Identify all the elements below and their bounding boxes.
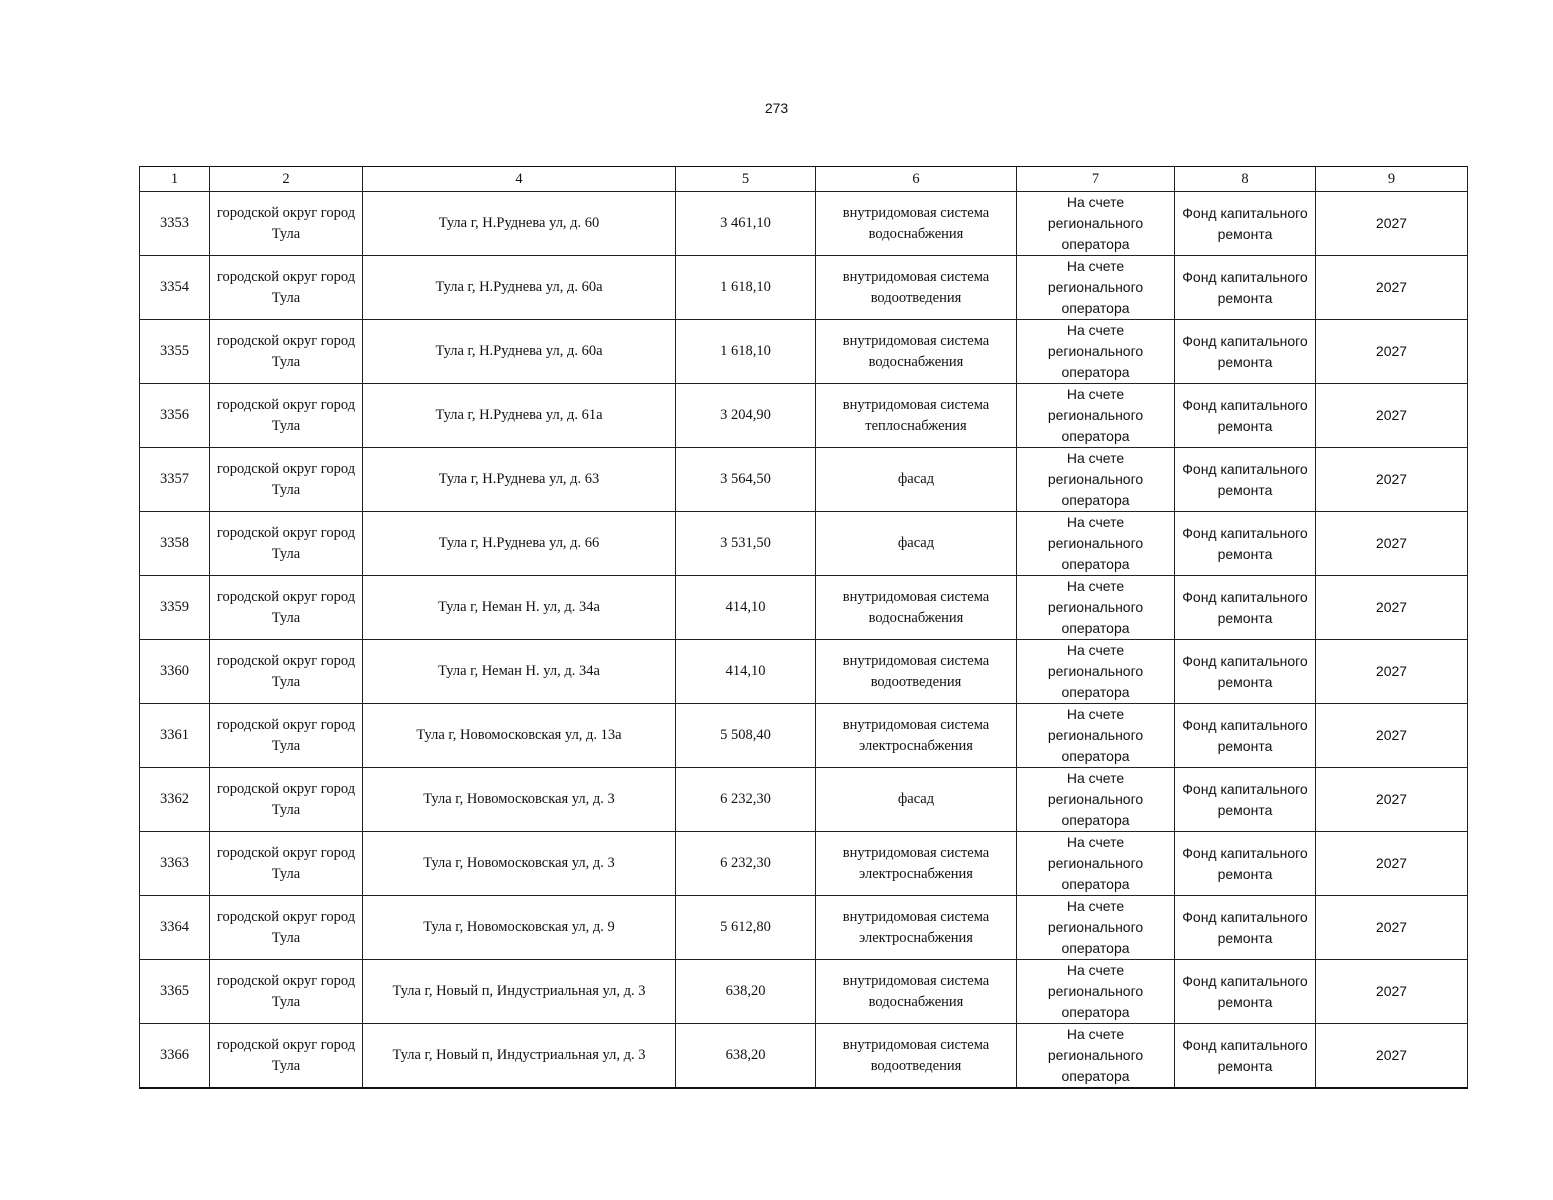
cell-number: 3364 [140,896,210,960]
cell-number: 3362 [140,768,210,832]
cell-work-type: внутридомовая система водоотведения [816,640,1017,704]
cell-area: 414,10 [676,576,816,640]
cell-area: 3 461,10 [676,192,816,256]
cell-account: На счете регионального оператора [1017,768,1175,832]
column-header-8: 8 [1175,167,1316,192]
cell-area: 3 564,50 [676,448,816,512]
cell-area: 5 508,40 [676,704,816,768]
cell-number: 3357 [140,448,210,512]
table-row [140,960,1468,1024]
cell-address: Тула г, Новомосковская ул, д. 3 [363,832,676,896]
cell-account: На счете регионального оператора [1017,384,1175,448]
cell-fund: Фонд капитального ремонта [1175,832,1316,896]
table-row [140,576,1468,640]
cell-account: На счете регионального оператора [1017,192,1175,256]
cell-address: Тула г, Н.Руднева ул, д. 60а [363,256,676,320]
cell-municipality: городской округ город Тула [210,320,363,384]
cell-work-type: фасад [816,768,1017,832]
cell-fund: Фонд капитального ремонта [1175,960,1316,1024]
cell-municipality: городской округ город Тула [210,1024,363,1089]
cell-number: 3355 [140,320,210,384]
table-row [140,640,1468,704]
cell-number: 3361 [140,704,210,768]
cell-municipality: городской округ город Тула [210,960,363,1024]
cell-municipality: городской округ город Тула [210,640,363,704]
page-number: 273 [764,100,789,116]
table-row [140,512,1468,576]
table-header [140,167,1468,192]
cell-area: 6 232,30 [676,768,816,832]
cell-year: 2027 [1316,512,1468,576]
table-row [140,448,1468,512]
cell-fund: Фонд капитального ремонта [1175,896,1316,960]
cell-account: На счете регионального оператора [1017,1024,1175,1089]
cell-address: Тула г, Неман Н. ул, д. 34а [363,640,676,704]
cell-number: 3358 [140,512,210,576]
cell-area: 638,20 [676,960,816,1024]
cell-year: 2027 [1316,320,1468,384]
cell-work-type: внутридомовая система электроснабжения [816,704,1017,768]
table-row [140,704,1468,768]
cell-address: Тула г, Новомосковская ул, д. 3 [363,768,676,832]
column-header-5: 5 [676,167,816,192]
cell-year: 2027 [1316,704,1468,768]
table-body [140,192,1468,1089]
cell-fund: Фонд капитального ремонта [1175,320,1316,384]
cell-work-type: внутридомовая система водоснабжения [816,576,1017,640]
cell-work-type: внутридомовая система водоотведения [816,1024,1017,1089]
table-row [140,768,1468,832]
cell-work-type: внутридомовая система теплоснабжения [816,384,1017,448]
cell-address: Тула г, Новый п, Индустриальная ул, д. 3 [363,1024,676,1089]
cell-account: На счете регионального оператора [1017,320,1175,384]
cell-area: 3 204,90 [676,384,816,448]
cell-municipality: городской округ город Тула [210,448,363,512]
cell-area: 414,10 [676,640,816,704]
cell-area: 1 618,10 [676,320,816,384]
cell-area: 638,20 [676,1024,816,1089]
cell-year: 2027 [1316,576,1468,640]
cell-address: Тула г, Н.Руднева ул, д. 60а [363,320,676,384]
cell-address: Тула г, Новомосковская ул, д. 13а [363,704,676,768]
column-header-2: 2 [210,167,363,192]
cell-account: На счете регионального оператора [1017,640,1175,704]
repair-schedule-table [139,166,1468,1089]
cell-work-type: внутридомовая система водоснабжения [816,320,1017,384]
cell-fund: Фонд капитального ремонта [1175,256,1316,320]
cell-year: 2027 [1316,896,1468,960]
cell-account: На счете регионального оператора [1017,704,1175,768]
column-header-4: 4 [363,167,676,192]
table-row [140,896,1468,960]
cell-number: 3363 [140,832,210,896]
cell-fund: Фонд капитального ремонта [1175,704,1316,768]
cell-account: На счете регионального оператора [1017,512,1175,576]
cell-year: 2027 [1316,640,1468,704]
cell-work-type: внутридомовая система электроснабжения [816,832,1017,896]
cell-number: 3356 [140,384,210,448]
cell-work-type: внутридомовая система водоснабжения [816,192,1017,256]
column-header-1: 1 [140,167,210,192]
cell-year: 2027 [1316,384,1468,448]
table-row [140,192,1468,256]
cell-municipality: городской округ город Тула [210,896,363,960]
cell-year: 2027 [1316,256,1468,320]
cell-municipality: городской округ город Тула [210,768,363,832]
column-header-9: 9 [1316,167,1468,192]
table-row [140,320,1468,384]
cell-account: На счете регионального оператора [1017,896,1175,960]
cell-fund: Фонд капитального ремонта [1175,448,1316,512]
table-row [140,256,1468,320]
table-row [140,1024,1468,1089]
cell-year: 2027 [1316,768,1468,832]
cell-number: 3360 [140,640,210,704]
cell-number: 3354 [140,256,210,320]
cell-account: На счете регионального оператора [1017,256,1175,320]
cell-address: Тула г, Новомосковская ул, д. 9 [363,896,676,960]
cell-fund: Фонд капитального ремонта [1175,640,1316,704]
cell-municipality: городской округ город Тула [210,192,363,256]
table-row [140,384,1468,448]
cell-address: Тула г, Новый п, Индустриальная ул, д. 3 [363,960,676,1024]
cell-address: Тула г, Неман Н. ул, д. 34а [363,576,676,640]
cell-municipality: городской округ город Тула [210,256,363,320]
cell-year: 2027 [1316,1024,1468,1089]
cell-work-type: внутридомовая система электроснабжения [816,896,1017,960]
cell-work-type: внутридомовая система водоотведения [816,256,1017,320]
cell-fund: Фонд капитального ремонта [1175,768,1316,832]
cell-year: 2027 [1316,448,1468,512]
cell-year: 2027 [1316,192,1468,256]
cell-fund: Фонд капитального ремонта [1175,576,1316,640]
cell-fund: Фонд капитального ремонта [1175,1024,1316,1089]
column-header-6: 6 [816,167,1017,192]
cell-number: 3353 [140,192,210,256]
cell-address: Тула г, Н.Руднева ул, д. 60 [363,192,676,256]
cell-year: 2027 [1316,960,1468,1024]
cell-account: На счете регионального оператора [1017,832,1175,896]
cell-address: Тула г, Н.Руднева ул, д. 66 [363,512,676,576]
cell-municipality: городской округ город Тула [210,576,363,640]
cell-number: 3365 [140,960,210,1024]
cell-area: 3 531,50 [676,512,816,576]
cell-number: 3366 [140,1024,210,1089]
table-row [140,832,1468,896]
cell-municipality: городской округ город Тула [210,704,363,768]
cell-account: На счете регионального оператора [1017,448,1175,512]
cell-year: 2027 [1316,832,1468,896]
column-header-7: 7 [1017,167,1175,192]
cell-address: Тула г, Н.Руднева ул, д. 63 [363,448,676,512]
cell-account: На счете регионального оператора [1017,960,1175,1024]
cell-work-type: фасад [816,512,1017,576]
cell-area: 1 618,10 [676,256,816,320]
cell-work-type: внутридомовая система водоснабжения [816,960,1017,1024]
cell-municipality: городской округ город Тула [210,832,363,896]
cell-municipality: городской округ город Тула [210,384,363,448]
cell-account: На счете регионального оператора [1017,576,1175,640]
cell-work-type: фасад [816,448,1017,512]
cell-area: 5 612,80 [676,896,816,960]
cell-area: 6 232,30 [676,832,816,896]
cell-fund: Фонд капитального ремонта [1175,512,1316,576]
cell-number: 3359 [140,576,210,640]
cell-fund: Фонд капитального ремонта [1175,384,1316,448]
cell-address: Тула г, Н.Руднева ул, д. 61а [363,384,676,448]
header-row [140,167,1468,192]
cell-fund: Фонд капитального ремонта [1175,192,1316,256]
cell-municipality: городской округ город Тула [210,512,363,576]
